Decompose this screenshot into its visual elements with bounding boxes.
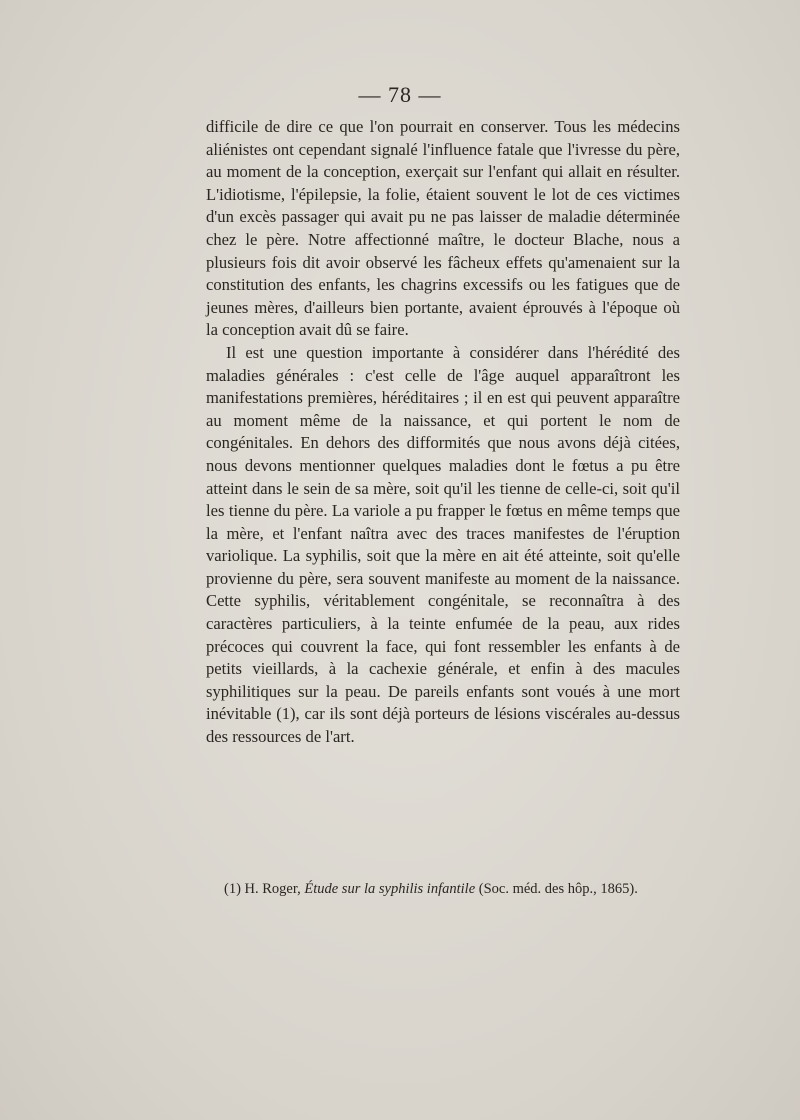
paragraph-heredity: Il est une question importante à considérer dans l'hérédité des maladies générales : c'est celle de l'âge auquel apparaîtront les manifestations premières, héréditaires ; il en est qui peuvent apparaître au moment même de la naissance, et qui portent le nom de congénitales. En dehors des difformités que nous avons déjà citées, nous devons mentionner quelques maladies dont le fœtus a pu être atteint dans le sein de sa mère, soit qu'il les tienne de celle-ci, soit qu'il les tienne du père. La variole a pu frapper le fœtus en même temps que la mère, et l'enfant naîtra avec des traces manifestes de l'éruption variolique. La syphilis, soit que la mère en ait été atteinte, soit qu'elle provienne du père, sera souvent manifeste au moment de la naissance. Cette syphilis, véritablement congénitale, se reconnaîtra à des caractères particuliers, à la teinte enfumée de la peau, aux rides précoces qui couvrent la face, qui font ressembler les enfants à de petits vieillards, à la cachexie générale, et enfin à des macules syphilitiques sur la peau. De pareils enfants sont voués à une mort inévitable (1), car ils sont déjà porteurs de lésions viscérales au-dessus des ressources de l'art.	[206, 342, 680, 747]
paragraph-continued: difficile de dire ce que l'on pourrait en conserver. Tous les médecins aliénistes ont cependant signalé l'influence fatale que l'ivresse du père, au moment de la conception, exerçait sur l'enfant qui allait en résulter. L'idiotisme, l'épilepsie, la folie, étaient souvent le lot de ces victimes d'un excès passager qui avait pu ne pas laisser de maladie déterminée chez le père. Notre affectionné maître, le docteur Blache, nous a plusieurs fois dit avoir observé les fâcheux effets qu'amenaient sur la constitution des enfants, les chagrins excessifs ou les fatigues que de jeunes mères, d'ailleurs bien portante, avaient éprouvés à l'époque où la conception avait dû se faire.	[206, 117, 680, 340]
footnote-prefix: (1) H. Roger,	[224, 881, 305, 897]
footnote-suffix: (Soc. méd. des hôp., 1865).	[475, 881, 638, 897]
footnote-title: Étude sur la syphilis infantile	[304, 881, 476, 897]
body-text	[206, 116, 680, 749]
page-number: — 78 —	[358, 82, 442, 107]
footnote	[224, 880, 684, 898]
